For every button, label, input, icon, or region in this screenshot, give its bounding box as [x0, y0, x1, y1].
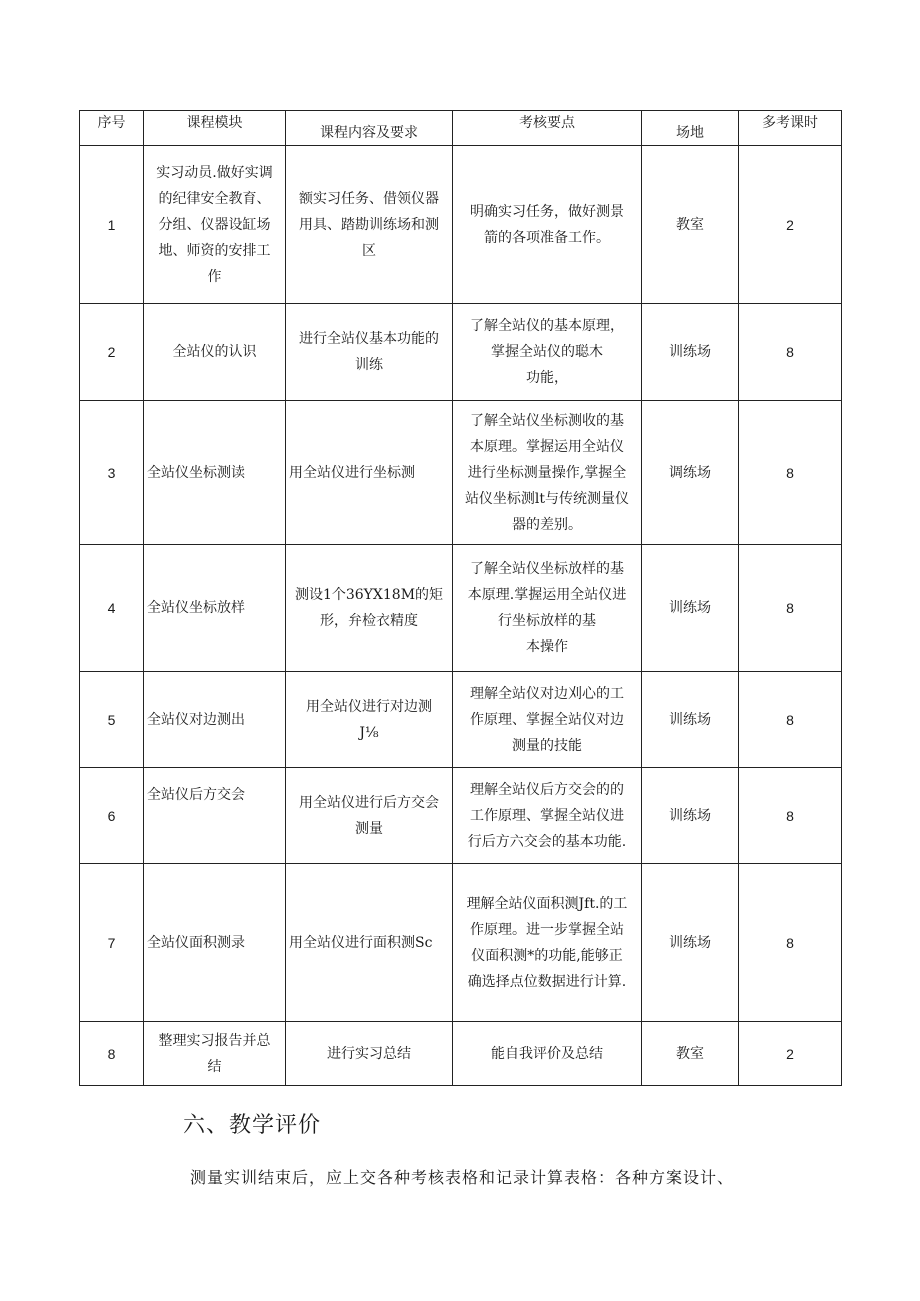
section-heading: 六、教学评价	[183, 1113, 322, 1138]
row-site: 训练场	[642, 864, 739, 1022]
header-points: 考核要点	[453, 111, 642, 146]
table-row	[80, 672, 842, 768]
row-module: 全站仪坐标放样	[144, 545, 286, 672]
table-row	[80, 304, 842, 401]
row-hours: 8	[739, 545, 842, 672]
row-site: 训练场	[642, 545, 739, 672]
row-site: 训练场	[642, 672, 739, 768]
course-table	[79, 110, 842, 1086]
row-no: 3	[80, 401, 144, 545]
row-no: 6	[80, 768, 144, 864]
header-no: 序号	[80, 111, 144, 146]
row-module: 全站仪对边测出	[144, 672, 286, 768]
row-points: 理解全站仪对边刈心的工 作原理、掌握全站仪对边 测量的技能	[453, 672, 642, 768]
row-module: 整理实习报告并总 结	[144, 1022, 286, 1086]
row-content: 进行全站仪基本功能的 训练	[286, 304, 453, 401]
row-content: 用全站仪进行坐标测	[286, 401, 453, 545]
table-row	[80, 1022, 842, 1086]
row-no: 5	[80, 672, 144, 768]
row-points: 理解全站仪面积测Jft.的工 作原理。进一步掌握全站 仪面积测*的功能,能够正 确选择点位数据进行计算.	[453, 864, 642, 1022]
table-row	[80, 768, 842, 864]
row-module: 全站仪的认识	[144, 304, 286, 401]
row-hours: 8	[739, 768, 842, 864]
row-points: 明确实习任务，做好测景 箭的各项准备工作。	[453, 146, 642, 304]
table-row	[80, 864, 842, 1022]
row-no: 8	[80, 1022, 144, 1086]
row-points: 了解全站仪的基本原理， 掌握全站仪的聪木 功能，	[453, 304, 642, 401]
table-row	[80, 401, 842, 545]
row-hours: 8	[739, 864, 842, 1022]
row-points: 了解全站仪坐标测收的基 本原理。掌握运用全站仪 进行坐标测量操作,掌握全 站仪坐标测lt与传统测量仪 器的差别。	[453, 401, 642, 545]
row-hours: 8	[739, 304, 842, 401]
row-module: 全站仪面积测录	[144, 864, 286, 1022]
row-site: 调练场	[642, 401, 739, 545]
row-module: 全站仪坐标测读	[144, 401, 286, 545]
table-header-row	[80, 111, 842, 146]
row-no: 4	[80, 545, 144, 672]
row-points: 了解全站仪坐标放样的基 本原理.掌握运用全站仪进 行坐标放样的基 本操作	[453, 545, 642, 672]
table-row	[80, 545, 842, 672]
row-points: 理解全站仪后方交会的的 工作原理、掌握全站仪进 行后方六交会的基本功能.	[453, 768, 642, 864]
row-site: 训练场	[642, 768, 739, 864]
row-content: 用全站仪进行对边测 J⅛	[286, 672, 453, 768]
row-hours: 2	[739, 146, 842, 304]
row-module: 实习动员.做好实调 的纪律安全教育、 分组、仪器设缸场 地、师资的安排工 作	[144, 146, 286, 304]
row-content: 用全站仪进行后方交会 测量	[286, 768, 453, 864]
row-no: 2	[80, 304, 144, 401]
header-hours: 多考课时	[739, 111, 842, 146]
row-site: 教室	[642, 1022, 739, 1086]
row-content: 用全站仪进行面积测Sc	[286, 864, 453, 1022]
row-site: 训练场	[642, 304, 739, 401]
row-no: 7	[80, 864, 144, 1022]
header-content: 课程内容及要求	[286, 111, 453, 146]
section-paragraph: 测量实训结束后，应上交各种考核表格和记录计算表格：各种方案设计、	[190, 1168, 735, 1187]
row-hours: 8	[739, 401, 842, 545]
row-content: 进行实习总结	[286, 1022, 453, 1086]
row-hours: 2	[739, 1022, 842, 1086]
row-content: 额实习任务、借领仪器 用具、踏勘训练场和测 区	[286, 146, 453, 304]
header-site: 场地	[642, 111, 739, 146]
row-content: 测设1个36YX18M的矩 形，弁检衣精度	[286, 545, 453, 672]
row-hours: 8	[739, 672, 842, 768]
table-row	[80, 146, 842, 304]
row-module: 全站仪后方交会	[144, 768, 286, 864]
row-site: 教室	[642, 146, 739, 304]
row-points: 能自我评价及总结	[453, 1022, 642, 1086]
header-module: 课程模块	[144, 111, 286, 146]
row-no: 1	[80, 146, 144, 304]
